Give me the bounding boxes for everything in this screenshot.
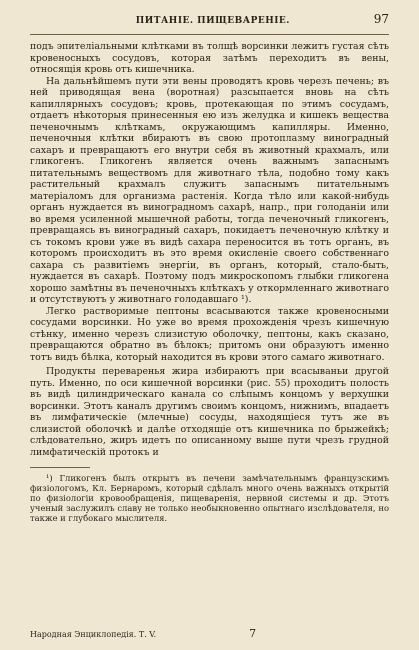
sheet-number: 7 <box>249 627 257 640</box>
footnote-text: ¹) Гликогенъ былъ открытъ въ печени замѣчательнымъ французскимъ физіологомъ, Кл. Бернаромъ, который сдѣлалъ много очень важныхъ открытій по физіологіи кровообращенія, пищеваренія, нервной системы и др. Этотъ ученый заслужилъ славу не только необыкновенно опытнаго изслѣдователя, но также и глубокаго мыслителя. <box>30 473 389 523</box>
paragraph-3: Легко растворимые пептоны всасываются также кровеносными сосудами ворсинки. Но уже во время прохожденія чрезъ кишечную стѣнку, именно черезъ слизистую оболочку, пептоны, какъ сказано, превращаются обратно въ бѣлокъ; притомъ они образуютъ именно тотъ видъ бѣлка, который находится въ крови этого самаго животнаго. <box>30 305 389 363</box>
page-number: 97 <box>373 12 389 26</box>
page-footer <box>30 627 389 640</box>
running-header <box>30 12 389 35</box>
footnote <box>30 473 389 523</box>
printer-signature: Народная Энциклопедія. Т. V. <box>30 630 157 639</box>
body-text <box>30 41 389 458</box>
paragraph-4: Продукты переваренья жира избираютъ при всасываньи другой путь. Именно, по оси кишечной ворсинки (рис. 55) проходитъ полость въ видѣ цилиндрическаго канала со слѣпымъ концомъ у верхушки ворсинки. Этотъ каналъ другимъ своимъ концомъ, нижнимъ, впадаетъ въ лимфатическіе (млечные) сосуды, находящіеся тутъ же въ слизистой оболочкѣ и далѣе отходящіе отъ кишечника по брыжейкѣ; слѣдовательно, жиръ идетъ по описанному выше пути чрезъ грудной лимфатическій протокъ и <box>30 366 389 458</box>
paragraph-1: подъ эпителіальными клѣтками въ толщѣ ворсинки лежитъ густая сѣть кровеносныхъ сосудовъ, которая затѣмъ переходитъ въ вены, относящія кровь отъ кишечника. <box>30 41 389 75</box>
paragraph-2: На дальнѣйшемъ пути эти вены проводятъ кровь черезъ печень; въ ней приводящая вена (воротная) разсыпается вновь на сѣть капиллярныхъ сосудовъ; кровь, протекающая по этимъ сосудамъ, отдаетъ нѣкоторыя принесенныя ею изъ желудка и кишекъ вещества печеночнымъ клѣткамъ, окружающимъ капилляры. Именно, печеночныя клѣтки вбираютъ въ свою протоплазму виноградный сахаръ и превращаютъ его внутри себя въ животный крахмалъ, или гликогенъ. Гликогенъ является очень важнымъ запаснымъ питательнымъ веществомъ для животнаго тѣла, подобно тому какъ растительный крахмалъ служитъ запаснымъ питательнымъ матеріаломъ для организма растенія. Когда тѣло или какой-нибудь органъ нуждается въ виноградномъ сахарѣ, напр., при голоданіи или во время усиленной мышечной работы, тогда печеночный гликогенъ, превращаясь въ виноградный сахаръ, покидаетъ печеночную клѣтку и съ токомъ крови уже въ видѣ сахара переносится въ тотъ органъ, въ которомъ происходитъ въ это время окисленіе своего собственнаго сахара съ развитіемъ энергіи, въ органъ, который, стало-быть, нуждается въ сахарѣ. Поэтому подъ микроскопомъ глыбки гликогена хорошо замѣтны въ печеночныхъ клѣткахъ у откормленнаго животнаго и отсутствуютъ у животнаго голодавшаго ¹). <box>30 75 389 305</box>
footnote-divider <box>30 467 90 468</box>
running-title: ПИТАНІЕ. ПИЩЕВАРЕНІЕ. <box>135 16 290 26</box>
